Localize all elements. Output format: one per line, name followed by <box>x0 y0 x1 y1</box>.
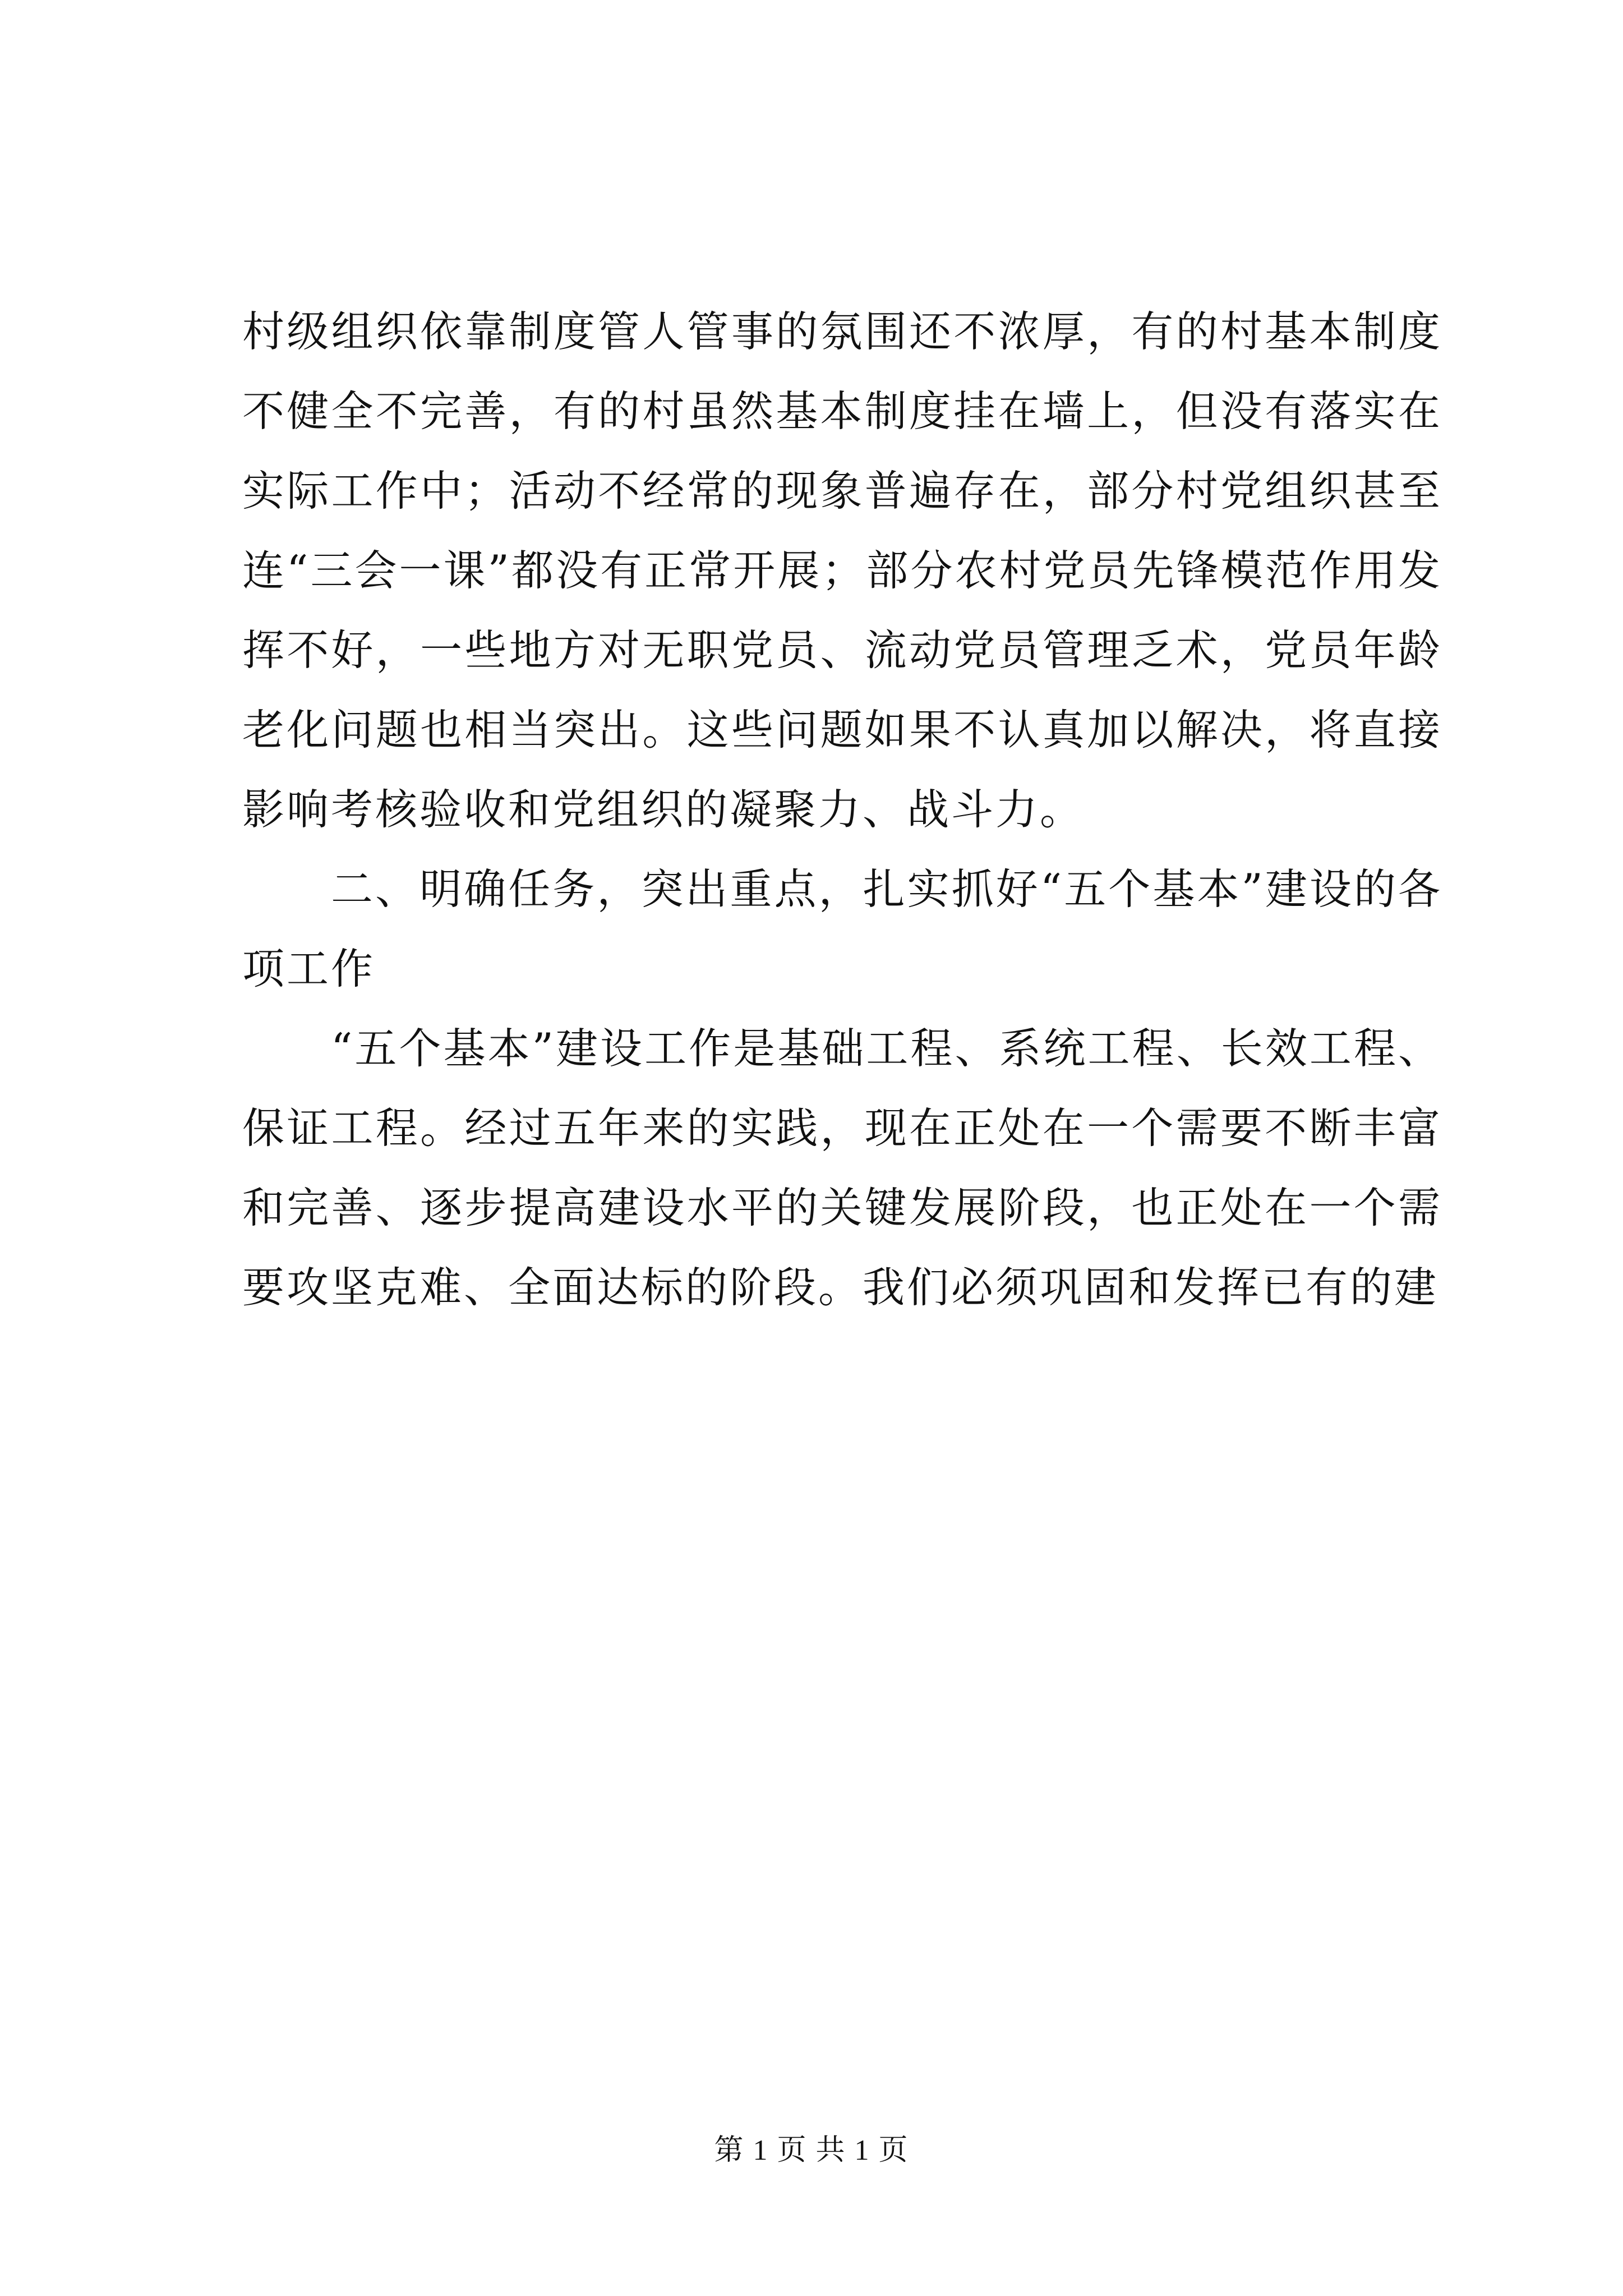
paragraph-continuation: 村级组织依靠制度管人管事的氛围还不浓厚，有的村基本制度不健全不完善，有的村虽然基本制度挂在墙上，但没有落实在实际工作中；活动不经常的现象普遍存在，部分村党组织甚至连“三会一课”都没有正常开展；部分农村党员先锋模范作用发挥不好，一些地方对无职党员、流动党员管理乏术，党员年龄老化问题也相当突出。这些问题如果不认真加以解决，将直接影响考核验收和党组织的凝聚力、战斗力。 <box>242 307 1442 834</box>
paragraph-body: “五个基本”建设工作是基础工程、系统工程、长效工程、保证工程。经过五年来的实践，现在正处在一个需要不断丰富和完善、逐步提高建设水平的关键发展阶段，也正处在一个需要攻坚克难、全面达标的阶段。我们必须巩固和发挥已有的建 <box>242 1024 1442 1312</box>
section-heading: 二、明确任务，突出重点，扎实抓好“五个基本”建设的各项工作 <box>242 864 1442 993</box>
page-footer: 第 1 页 共 1 页 <box>714 2134 909 2166</box>
document-body <box>242 292 1442 1327</box>
